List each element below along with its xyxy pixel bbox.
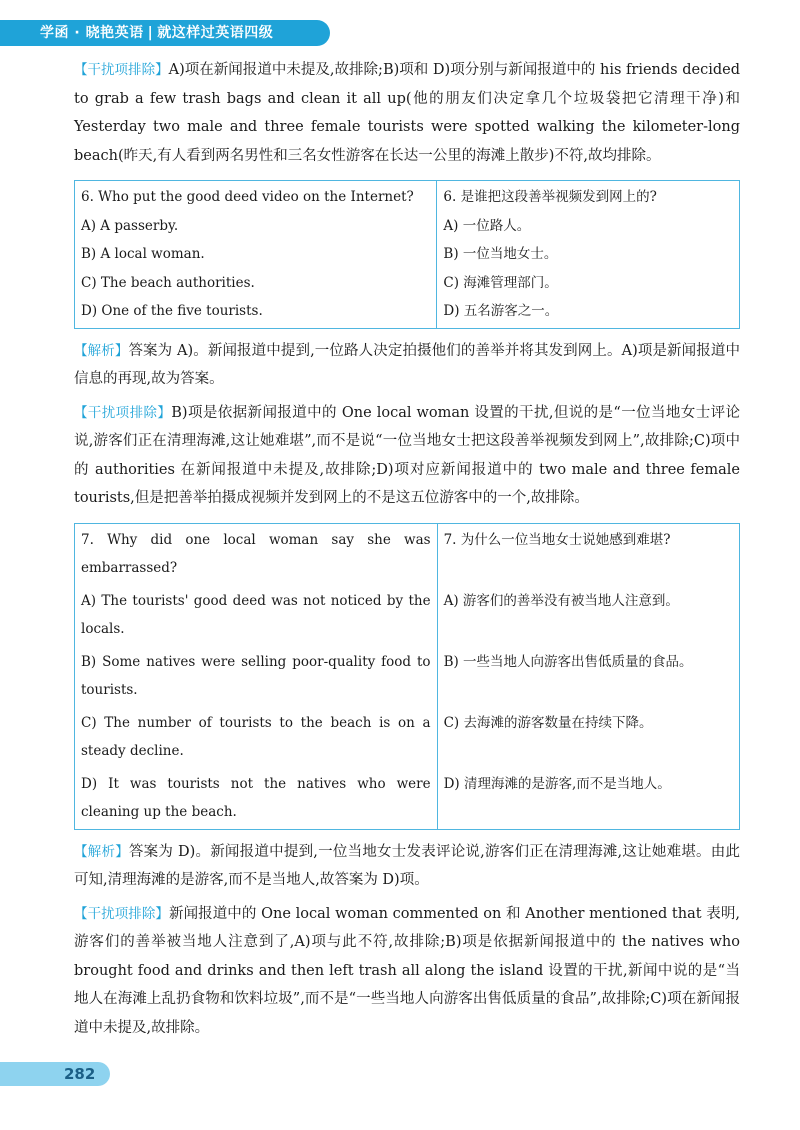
q6-option-a-zh: A) 一位路人。: [443, 217, 531, 234]
q7-question-en: 7. Why did one local woman say she was embarrassed?: [75, 523, 438, 585]
analysis-label: 【解析】: [74, 342, 129, 359]
q6-jamming-text: B)项是依据新闻报道中的 One local woman 设置的干扰,但说的是“一位当地女士评论说,游客们正在清理海滩,这让她难堪”,而不是说“一位当地女士把这段善举视频发到网上”,故排除;C)项中的 authorities 在新闻报道中未提及,故排除;D)项对应新闻报道中的 two male and three female tourists,但是把善举拍摄成视频并发到网上的不是这五位游客中的一个,故排除。: [74, 404, 740, 506]
q7-jamming: [74, 900, 740, 1043]
header-separator: |: [147, 25, 154, 41]
q6-question-zh: 6. 是谁把这段善举视频发到网上的?: [443, 189, 657, 205]
q6-jamming: [74, 399, 740, 513]
q6-en-column: [75, 181, 437, 329]
q7-option-b-zh: B) 一些当地人向游客出售低质量的食品。: [437, 646, 739, 707]
q6-option-c-zh: C) 海滩管理部门。: [443, 274, 558, 291]
page-number: 282: [64, 1065, 96, 1083]
q7-option-b-en: B) Some natives were selling poor-quality food to tourists.: [75, 646, 438, 707]
q7-option-a-zh: A) 游客们的善举没有被当地人注意到。: [437, 585, 739, 646]
jamming-label: 【干扰项排除】: [74, 404, 172, 421]
q7-analysis: [74, 838, 740, 895]
table-row: [75, 585, 740, 646]
q6-option-c-en: C) The beach authorities.: [81, 274, 255, 291]
table-row: [75, 768, 740, 830]
q7-jamming-text: 新闻报道中的 One local woman commented on 和 Another mentioned that 表明,游客们的善举被当地人注意到了,A)项与此不符,故排除;B)项是依据新闻报道中的 the natives who brought food and drinks and then left trash all along the island 设置的干扰,新闻中说的是“当地人在海滩上乱扔食物和饮料垃圾”,而不是“一些当地人向游客出售低质量的食品”,故排除;C)项在新闻报道中未提及,故排除。: [74, 905, 740, 1036]
q7-option-d-en: D) It was tourists not the natives who were cleaning up the beach.: [75, 768, 438, 830]
page-content: [74, 56, 740, 1047]
q6-option-b-en: B) A local woman.: [81, 246, 205, 262]
jamming-label: 【干扰项排除】: [74, 905, 170, 922]
intro-paragraph: [74, 56, 740, 170]
q7-question-zh: 7. 为什么一位当地女士说她感到难堪?: [437, 523, 739, 585]
q7-analysis-text: 答案为 D)。新闻报道中提到,一位当地女士发表评论说,游客们正在清理海滩,这让她难堪。由此可知,清理海滩的是游客,而不是当地人,故答案为 D)项。: [74, 843, 741, 888]
jamming-label: 【干扰项排除】: [74, 62, 169, 78]
intro-text: A)项在新闻报道中未提及,故排除;B)项和 D)项分别与新闻报道中的 his friends decided to grab a few trash bags and clean it all up(他的朋友们决定拿几个垃圾袋把它清理干净)和 Yesterday two male and three female tourists were spotted walking the kilometer-long beach(昨天,有人看到两名男性和三名女性游客在长达一公里的海滩上散步)不符,故均排除。: [74, 62, 741, 164]
table-row: [75, 646, 740, 707]
analysis-label: 【解析】: [74, 843, 129, 860]
question-6-table: [74, 180, 740, 329]
q6-option-d-en: D) One of the five tourists.: [81, 303, 263, 319]
q7-option-d-zh: D) 清理海滩的是游客,而不是当地人。: [437, 768, 739, 830]
table-row: [75, 707, 740, 768]
q7-option-c-en: C) The number of tourists to the beach is on a steady decline.: [75, 707, 438, 768]
table-row: [75, 181, 740, 329]
q6-option-b-zh: B) 一位当地女士。: [443, 246, 558, 262]
question-7-table: [74, 523, 740, 830]
q6-option-d-zh: D) 五名游客之一。: [443, 303, 559, 319]
header-title: 就这样过英语四级: [157, 25, 274, 41]
q6-analysis: [74, 337, 740, 394]
q6-analysis-text: 答案为 A)。新闻报道中提到,一位路人决定拍摄他们的善举并将其发到网上。A)项是新闻报道中信息的再现,故为答案。: [74, 342, 740, 387]
q6-zh-column: [437, 181, 740, 329]
q7-option-c-zh: C) 去海滩的游客数量在持续下降。: [437, 707, 739, 768]
q7-option-a-en: A) The tourists' good deed was not noticed by the locals.: [75, 585, 438, 646]
q6-question-en: 6. Who put the good deed video on the Internet?: [81, 189, 414, 205]
q6-option-a-en: A) A passerby.: [81, 217, 179, 234]
header-series: 学函 · 晓艳英语: [40, 25, 144, 41]
running-header: [40, 23, 273, 43]
table-row: [75, 523, 740, 585]
